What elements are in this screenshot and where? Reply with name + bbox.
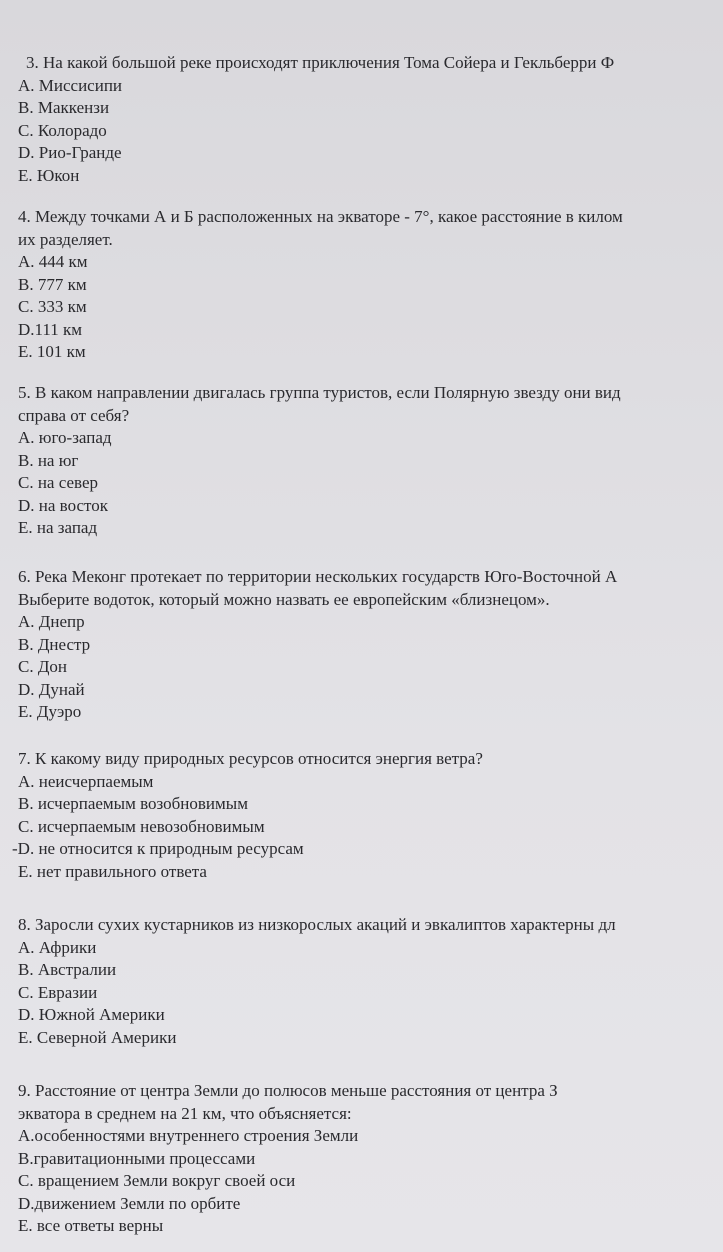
answer-option: В.гравитационными процессами bbox=[18, 1148, 256, 1168]
answer-option: Е. Северной Америки bbox=[18, 1027, 177, 1047]
answer-option: А.особенностями внутреннего строения Земли bbox=[18, 1126, 359, 1145]
answer-option: А. Африки bbox=[18, 937, 97, 957]
answer-option: А. Днепр bbox=[18, 612, 85, 631]
answer-option: -D. не относится к природным ресурсам bbox=[12, 839, 304, 858]
question-8 bbox=[18, 914, 723, 1049]
answer-option: D. на восток bbox=[18, 495, 109, 515]
answer-option: В. исчерпаемым возобновимым bbox=[18, 794, 248, 813]
answer-option: А. неисчерпаемым bbox=[18, 771, 154, 791]
answer-option: В. 777 км bbox=[18, 274, 87, 294]
answer-option: D. Рио-Гранде bbox=[18, 143, 122, 162]
question-stem: 5. В каком направлении двигалась группа туристов, если Полярную звезду они вид bbox=[18, 383, 621, 402]
answer-option: С. 333 км bbox=[18, 297, 87, 316]
question-stem: 6. Река Меконг протекает по территории нескольких государств Юго-Восточной А bbox=[18, 567, 618, 586]
question-stem-continuation: экватора в среднем на 21 км, что объясняется: bbox=[18, 1103, 352, 1123]
question-3 bbox=[18, 52, 723, 187]
question-7 bbox=[12, 748, 723, 883]
question-stem: 9. Расстояние от центра Земли до полюсов меньше расстояния от центра З bbox=[18, 1081, 558, 1100]
answer-option: D.движением Земли по орбите bbox=[18, 1193, 241, 1213]
answer-option: С. Колорадо bbox=[18, 120, 107, 140]
answer-option: В. на юг bbox=[18, 450, 79, 470]
answer-option: Е. на запад bbox=[18, 518, 98, 537]
answer-option: В. Днестр bbox=[18, 634, 91, 654]
answer-option: Е. 101 км bbox=[18, 342, 86, 361]
answer-option: В. Австралии bbox=[18, 960, 117, 979]
answer-option: С. Дон bbox=[18, 657, 68, 676]
answer-option: Е. Дуэро bbox=[18, 702, 82, 721]
question-9 bbox=[18, 1080, 723, 1238]
question-stem-continuation: их разделяет. bbox=[18, 229, 113, 249]
answer-option: А. Миссисипи bbox=[18, 75, 123, 95]
question-stem: 7. К какому виду природных ресурсов относится энергия ветра? bbox=[18, 749, 483, 768]
question-stem: 4. Между точками А и Б расположенных на экваторе - 7°, какое расстояние в килом bbox=[18, 207, 623, 226]
question-6 bbox=[18, 566, 723, 724]
answer-option: С. исчерпаемым невозобновимым bbox=[18, 816, 265, 836]
answer-option: С. Евразии bbox=[18, 982, 98, 1002]
question-stem: 3. На какой большой реке происходят приключения Тома Сойера и Гекльберри Ф bbox=[26, 53, 615, 72]
answer-option: А. 444 км bbox=[18, 252, 88, 271]
answer-option: D. Южной Америки bbox=[18, 1005, 165, 1024]
answer-option: D. Дунай bbox=[18, 679, 85, 699]
question-4 bbox=[18, 206, 723, 364]
answer-option: С. вращением Земли вокруг своей оси bbox=[18, 1171, 296, 1190]
answer-option: В. Маккензи bbox=[18, 98, 110, 117]
answer-option: А. юго-запад bbox=[18, 428, 112, 447]
answer-option: Е. все ответы верны bbox=[18, 1216, 164, 1235]
question-stem: 8. Заросли сухих кустарников из низкорослых акаций и эвкалиптов характерны дл bbox=[18, 915, 616, 934]
question-stem-continuation: справа от себя? bbox=[18, 405, 130, 425]
answer-option: С. на север bbox=[18, 473, 99, 492]
answer-option: Е. Юкон bbox=[18, 165, 80, 185]
question-stem-continuation: Выберите водоток, который можно назвать ее европейским «близнецом». bbox=[18, 589, 550, 609]
question-5 bbox=[18, 382, 723, 540]
answer-option: Е. нет правильного ответа bbox=[18, 861, 207, 881]
answer-option: D.111 км bbox=[18, 319, 83, 339]
